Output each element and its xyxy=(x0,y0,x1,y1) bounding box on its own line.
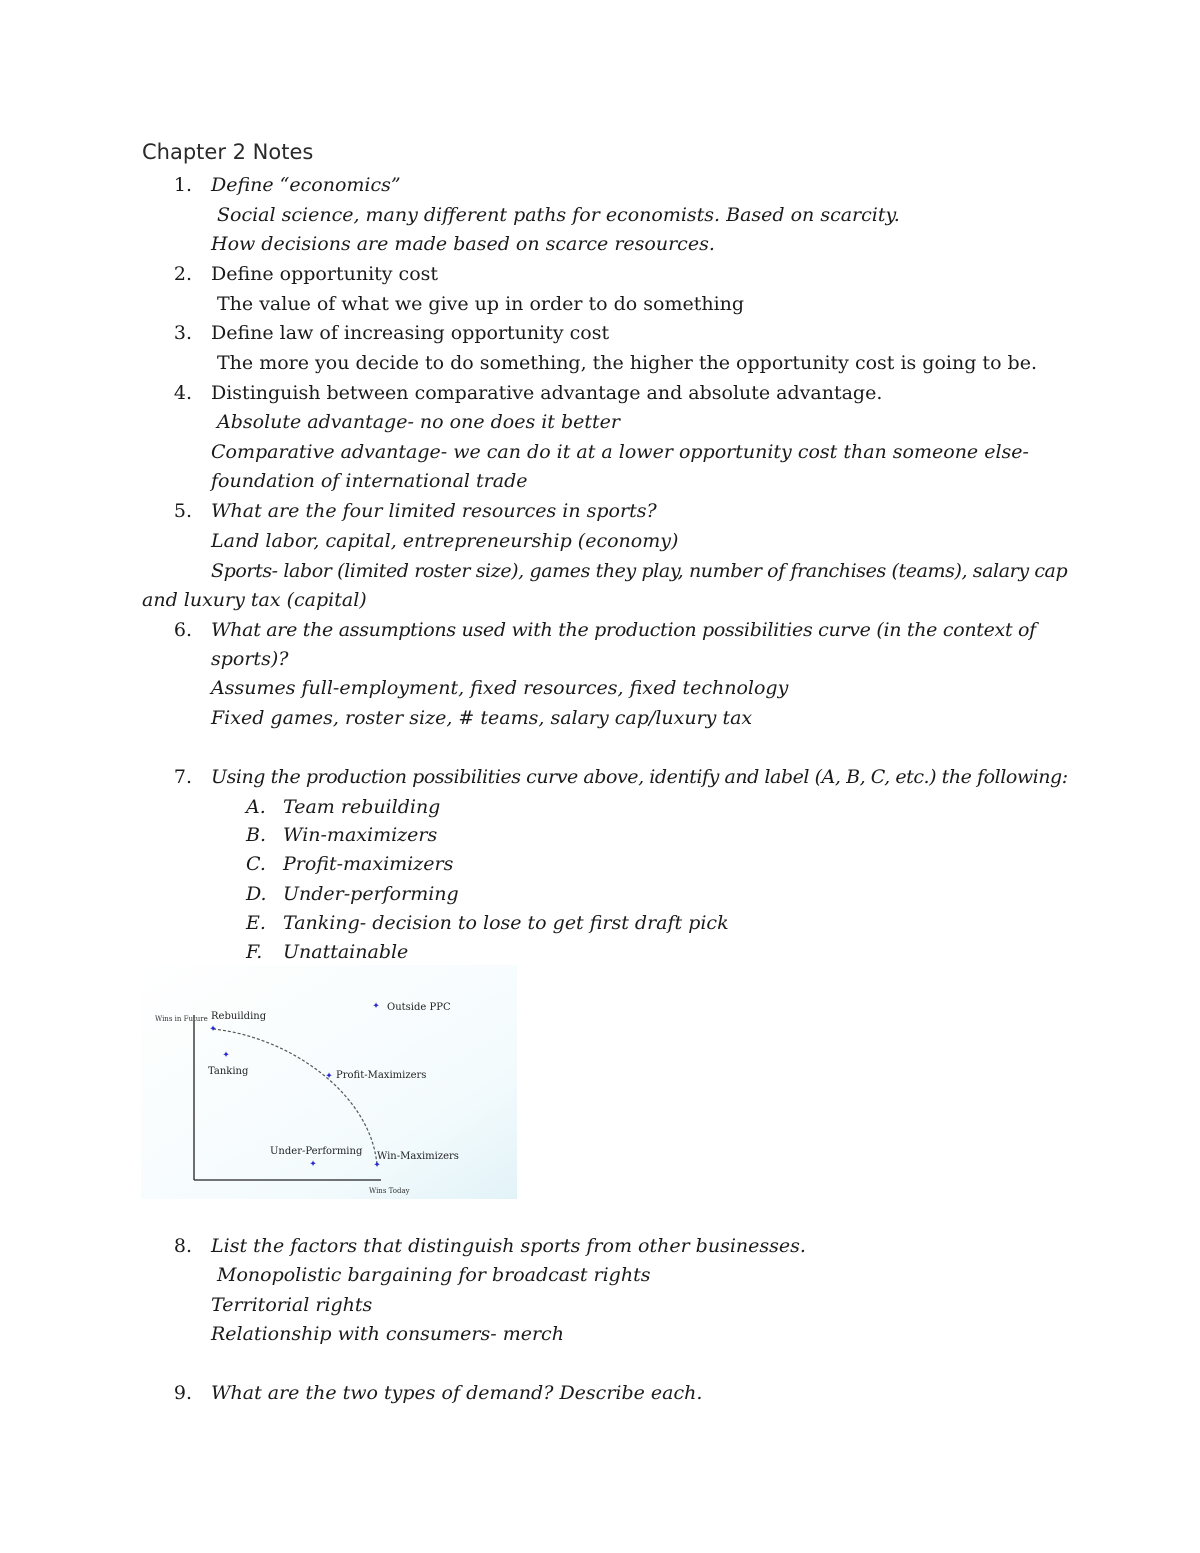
sub-item-letter: C. xyxy=(246,853,266,875)
sub-item-text: Win-maximizers xyxy=(283,824,438,846)
answer-5-line-1: Land labor, capital, entrepreneurship (economy) xyxy=(211,530,679,552)
answer-6-line-1: Assumes full-employment, fixed resources, fixed technology xyxy=(211,677,789,699)
sub-item-text: Tanking- decision to lose to get first draft pick xyxy=(283,912,729,934)
point-marker-rebuilding: ✦ xyxy=(209,1024,217,1035)
sub-item-letter: D. xyxy=(246,883,267,905)
item-number-8: 8. xyxy=(173,1235,192,1257)
point-label-rebuilding: Rebuilding xyxy=(211,1011,267,1022)
point-marker-win-maximizers: ✦ xyxy=(373,1160,381,1171)
ppc-figure xyxy=(141,965,517,1199)
item-number-3: 3. xyxy=(173,322,192,344)
answer-4-line-2: Comparative advantage- we can do it at a lower opportunity cost than someone else- xyxy=(211,441,1029,463)
point-marker-under-performing: ✦ xyxy=(309,1159,317,1170)
answer-4-line-3: foundation of international trade xyxy=(211,470,528,492)
sub-item-text: Profit-maximizers xyxy=(283,853,454,875)
page-title: Chapter 2 Notes xyxy=(142,140,314,164)
point-marker-outside-ppc: ✦ xyxy=(372,1001,380,1012)
sub-item-text: Under-performing xyxy=(283,883,459,905)
item-number-4: 4. xyxy=(173,382,192,404)
y-axis-label: Wins in Future xyxy=(155,1015,208,1023)
sub-item-letter: E. xyxy=(246,912,266,934)
sub-item-text: Team rebuilding xyxy=(283,796,441,818)
sub-item-letter: F. xyxy=(246,941,263,963)
point-marker-profit-maximizers: ✦ xyxy=(325,1071,333,1082)
question-1: Define “economics” xyxy=(211,174,401,196)
question-3: Define law of increasing opportunity cost xyxy=(211,322,610,344)
item-number-5: 5. xyxy=(173,500,192,522)
answer-4-line-1: Absolute advantage- no one does it better xyxy=(217,411,620,433)
question-7: Using the production possibilities curve above, identify and label (A, B, C, etc.) the following: xyxy=(211,766,1068,788)
question-6-line-1: What are the assumptions used with the production possibilities curve (in the context of xyxy=(211,619,1036,641)
sub-item-letter: B. xyxy=(246,824,267,846)
point-label-profit-maximizers: Profit-Maximizers xyxy=(336,1070,427,1081)
point-marker-tanking: ✦ xyxy=(222,1050,230,1061)
x-axis-label: Wins Today xyxy=(369,1187,410,1195)
answer-8-line-1: Monopolistic bargaining for broadcast rights xyxy=(217,1264,651,1286)
question-9: What are the two types of demand? Describe each. xyxy=(211,1382,703,1404)
question-6-line-2: sports)? xyxy=(211,648,289,670)
question-2: Define opportunity cost xyxy=(211,263,439,285)
answer-6-line-2: Fixed games, roster size, # teams, salary cap/luxury tax xyxy=(211,707,753,729)
answer-8-line-3: Relationship with consumers- merch xyxy=(211,1323,564,1345)
question-8: List the factors that distinguish sports from other businesses. xyxy=(211,1235,806,1257)
answer-8-line-2: Territorial rights xyxy=(211,1294,373,1316)
item-number-2: 2. xyxy=(173,263,192,285)
answer-2-line-1: The value of what we give up in order to do something xyxy=(217,293,745,315)
point-label-outside-ppc: Outside PPC xyxy=(387,1002,451,1013)
point-label-under-performing: Under-Performing xyxy=(270,1146,363,1157)
figure-background xyxy=(141,965,517,1199)
answer-5-line-2: Sports- labor (limited roster size), games they play, number of franchises (teams), salary cap xyxy=(211,560,1068,582)
point-label-win-maximizers: Win-Maximizers xyxy=(377,1151,459,1162)
answer-1-line-2: How decisions are made based on scarce resources. xyxy=(211,233,715,255)
answer-5-line-3: and luxury tax (capital) xyxy=(142,589,367,611)
point-label-tanking: Tanking xyxy=(208,1066,249,1077)
question-4: Distinguish between comparative advantage and absolute advantage. xyxy=(211,382,883,404)
sub-item-text: Unattainable xyxy=(283,941,409,963)
item-number-7: 7. xyxy=(173,766,192,788)
answer-3-line-1: The more you decide to do something, the higher the opportunity cost is going to be. xyxy=(217,352,1037,374)
item-number-9: 9. xyxy=(173,1382,192,1404)
item-number-1: 1. xyxy=(173,174,192,196)
sub-item-letter: A. xyxy=(246,796,266,818)
answer-1-line-1: Social science, many different paths for economists. Based on scarcity. xyxy=(217,204,900,226)
question-5: What are the four limited resources in sports? xyxy=(211,500,657,522)
item-number-6: 6. xyxy=(173,619,192,641)
